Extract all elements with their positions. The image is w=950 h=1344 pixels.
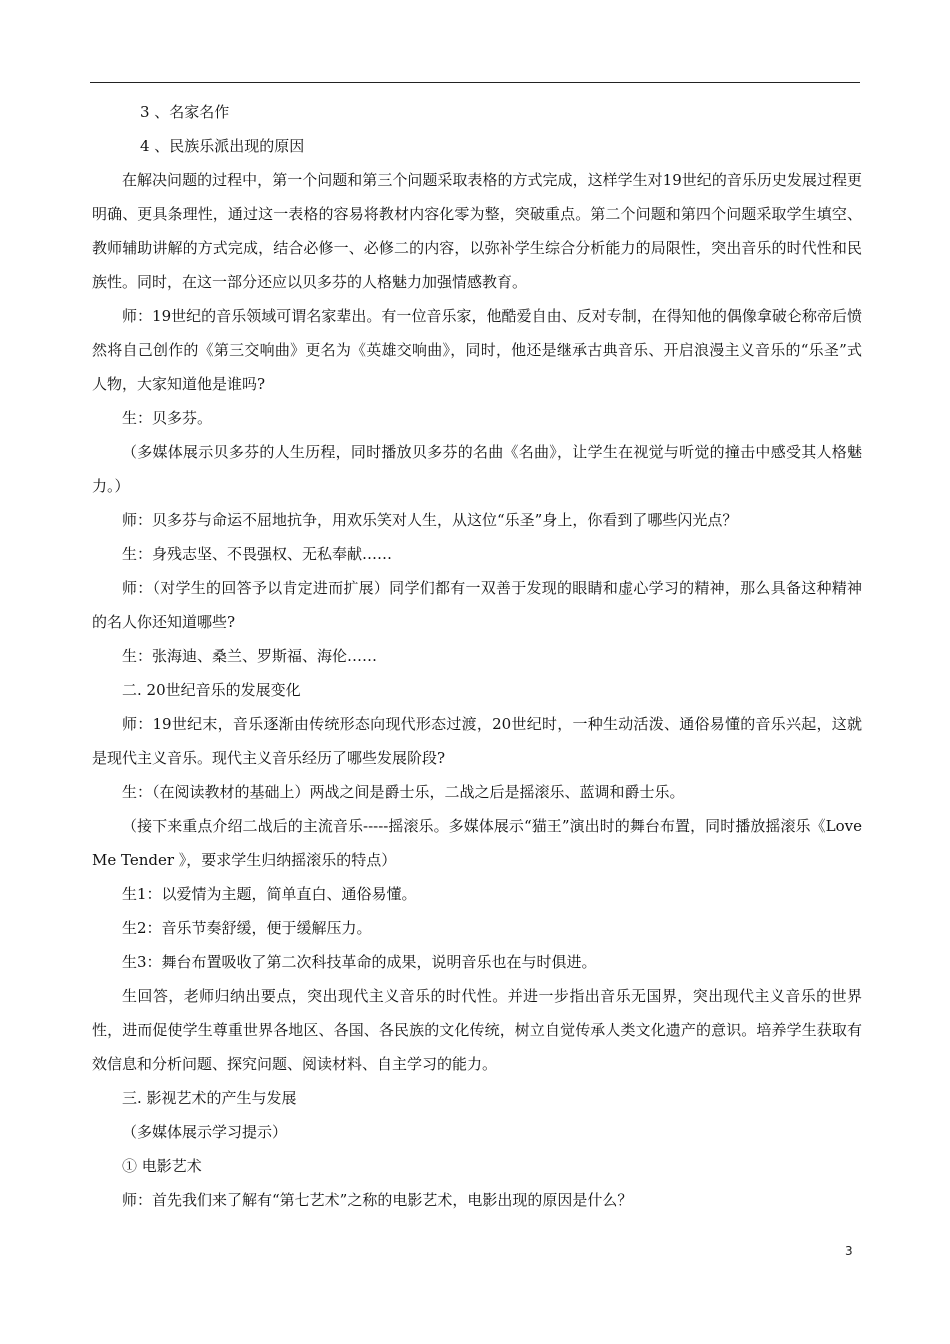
paragraph: （多媒体展示贝多芬的人生历程，同时播放贝多芬的名曲《名曲》，让学生在视觉与听觉的撞击中感受其人格魅力。） xyxy=(92,443,862,495)
paragraph: 师：19世纪末，音乐逐渐由传统形态向现代形态过渡，20世纪时，一种生动活泼、通俗易懂的音乐兴起，这就是现代主义音乐。现代主义音乐经历了哪些发展阶段? xyxy=(92,715,862,767)
paragraph: 生1：以爱情为主题，简单直白、通俗易懂。 xyxy=(122,885,417,903)
paragraph: 师：（对学生的回答予以肯定进而扩展）同学们都有一双善于发现的眼睛和虚心学习的精神，那么具备这种精神的名人你还知道哪些? xyxy=(92,579,862,631)
paragraph: 师：19世纪的音乐领域可谓名家辈出。有一位音乐家，他酷爱自由、反对专制，在得知他的偶像拿破仑称帝后愤然将自己创作的《第三交响曲》更名为《英雄交响曲》，同时，他还是继承古典音乐、开启浪漫主义音乐的“乐圣”式人物，大家知道他是谁吗? xyxy=(92,307,862,393)
paragraph: 生回答，老师归纳出要点，突出现代主义音乐的时代性。并进一步指出音乐无国界，突出现代主义音乐的世界性，进而促使学生尊重世界各地区、各国、各民族的文化传统，树立自觉传承人类文化遗产的意识。培养学生获取有效信息和分析问题、探究问题、阅读材料、自主学习的能力。 xyxy=(92,987,862,1073)
paragraph: 在解决问题的过程中，第一个问题和第三个问题采取表格的方式完成，这样学生对19世纪的音乐历史发展过程更明确、更具条理性，通过这一表格的容易将教材内容化零为整，突破重点。第二个问题和第四个问题采取学生填空、教师辅助讲解的方式完成，结合必修一、必修二的内容，以弥补学生综合分析能力的局限性，突出音乐的时代性和民族性。同时，在这一部分还应以贝多芬的人格魅力加强情感教育。 xyxy=(92,171,862,291)
page-number: 3 xyxy=(845,1244,853,1258)
paragraph: 师：贝多芬与命运不屈地抗争，用欢乐笑对人生，从这位“乐圣”身上，你看到了哪些闪光点？ xyxy=(122,511,738,529)
paragraph: （多媒体展示学习提示） xyxy=(122,1123,288,1141)
section-heading-2: 二. 20世纪音乐的发展变化 xyxy=(122,681,301,699)
paragraph: 生：贝多芬。 xyxy=(122,409,213,427)
paragraph: 生：身残志坚、不畏强权、无私奉献…… xyxy=(122,545,393,563)
paragraph-heading-3: 3 、名家名作 xyxy=(140,103,230,121)
paragraph: 生：张海迪、桑兰、罗斯福、海伦…… xyxy=(122,647,378,665)
section-heading-3: 三. 影视艺术的产生与发展 xyxy=(122,1089,297,1107)
paragraph: 生：（在阅读教材的基础上）两战之间是爵士乐，二战之后是摇滚乐、蓝调和爵士乐。 xyxy=(122,783,685,801)
paragraph: 师：首先我们来了解有“第七艺术”之称的电影艺术，电影出现的原因是什么？ xyxy=(122,1191,633,1209)
paragraph: （接下来重点介绍二战后的主流音乐-----摇滚乐。多媒体展示“猫王”演出时的舞台布置，同时播放摇滚乐《Love Me Tender 》，要求学生归纳摇滚乐的特点） xyxy=(92,817,862,869)
paragraph-heading-4: 4 、民族乐派出现的原因 xyxy=(140,137,305,155)
document-body xyxy=(92,95,862,1217)
paragraph: 生2：音乐节奏舒缓，便于缓解压力。 xyxy=(122,919,372,937)
header-rule xyxy=(90,82,860,83)
subsection-heading: ① 电影艺术 xyxy=(122,1157,202,1175)
paragraph: 生3：舞台布置吸收了第二次科技革命的成果，说明音乐也在与时俱进。 xyxy=(122,953,597,971)
